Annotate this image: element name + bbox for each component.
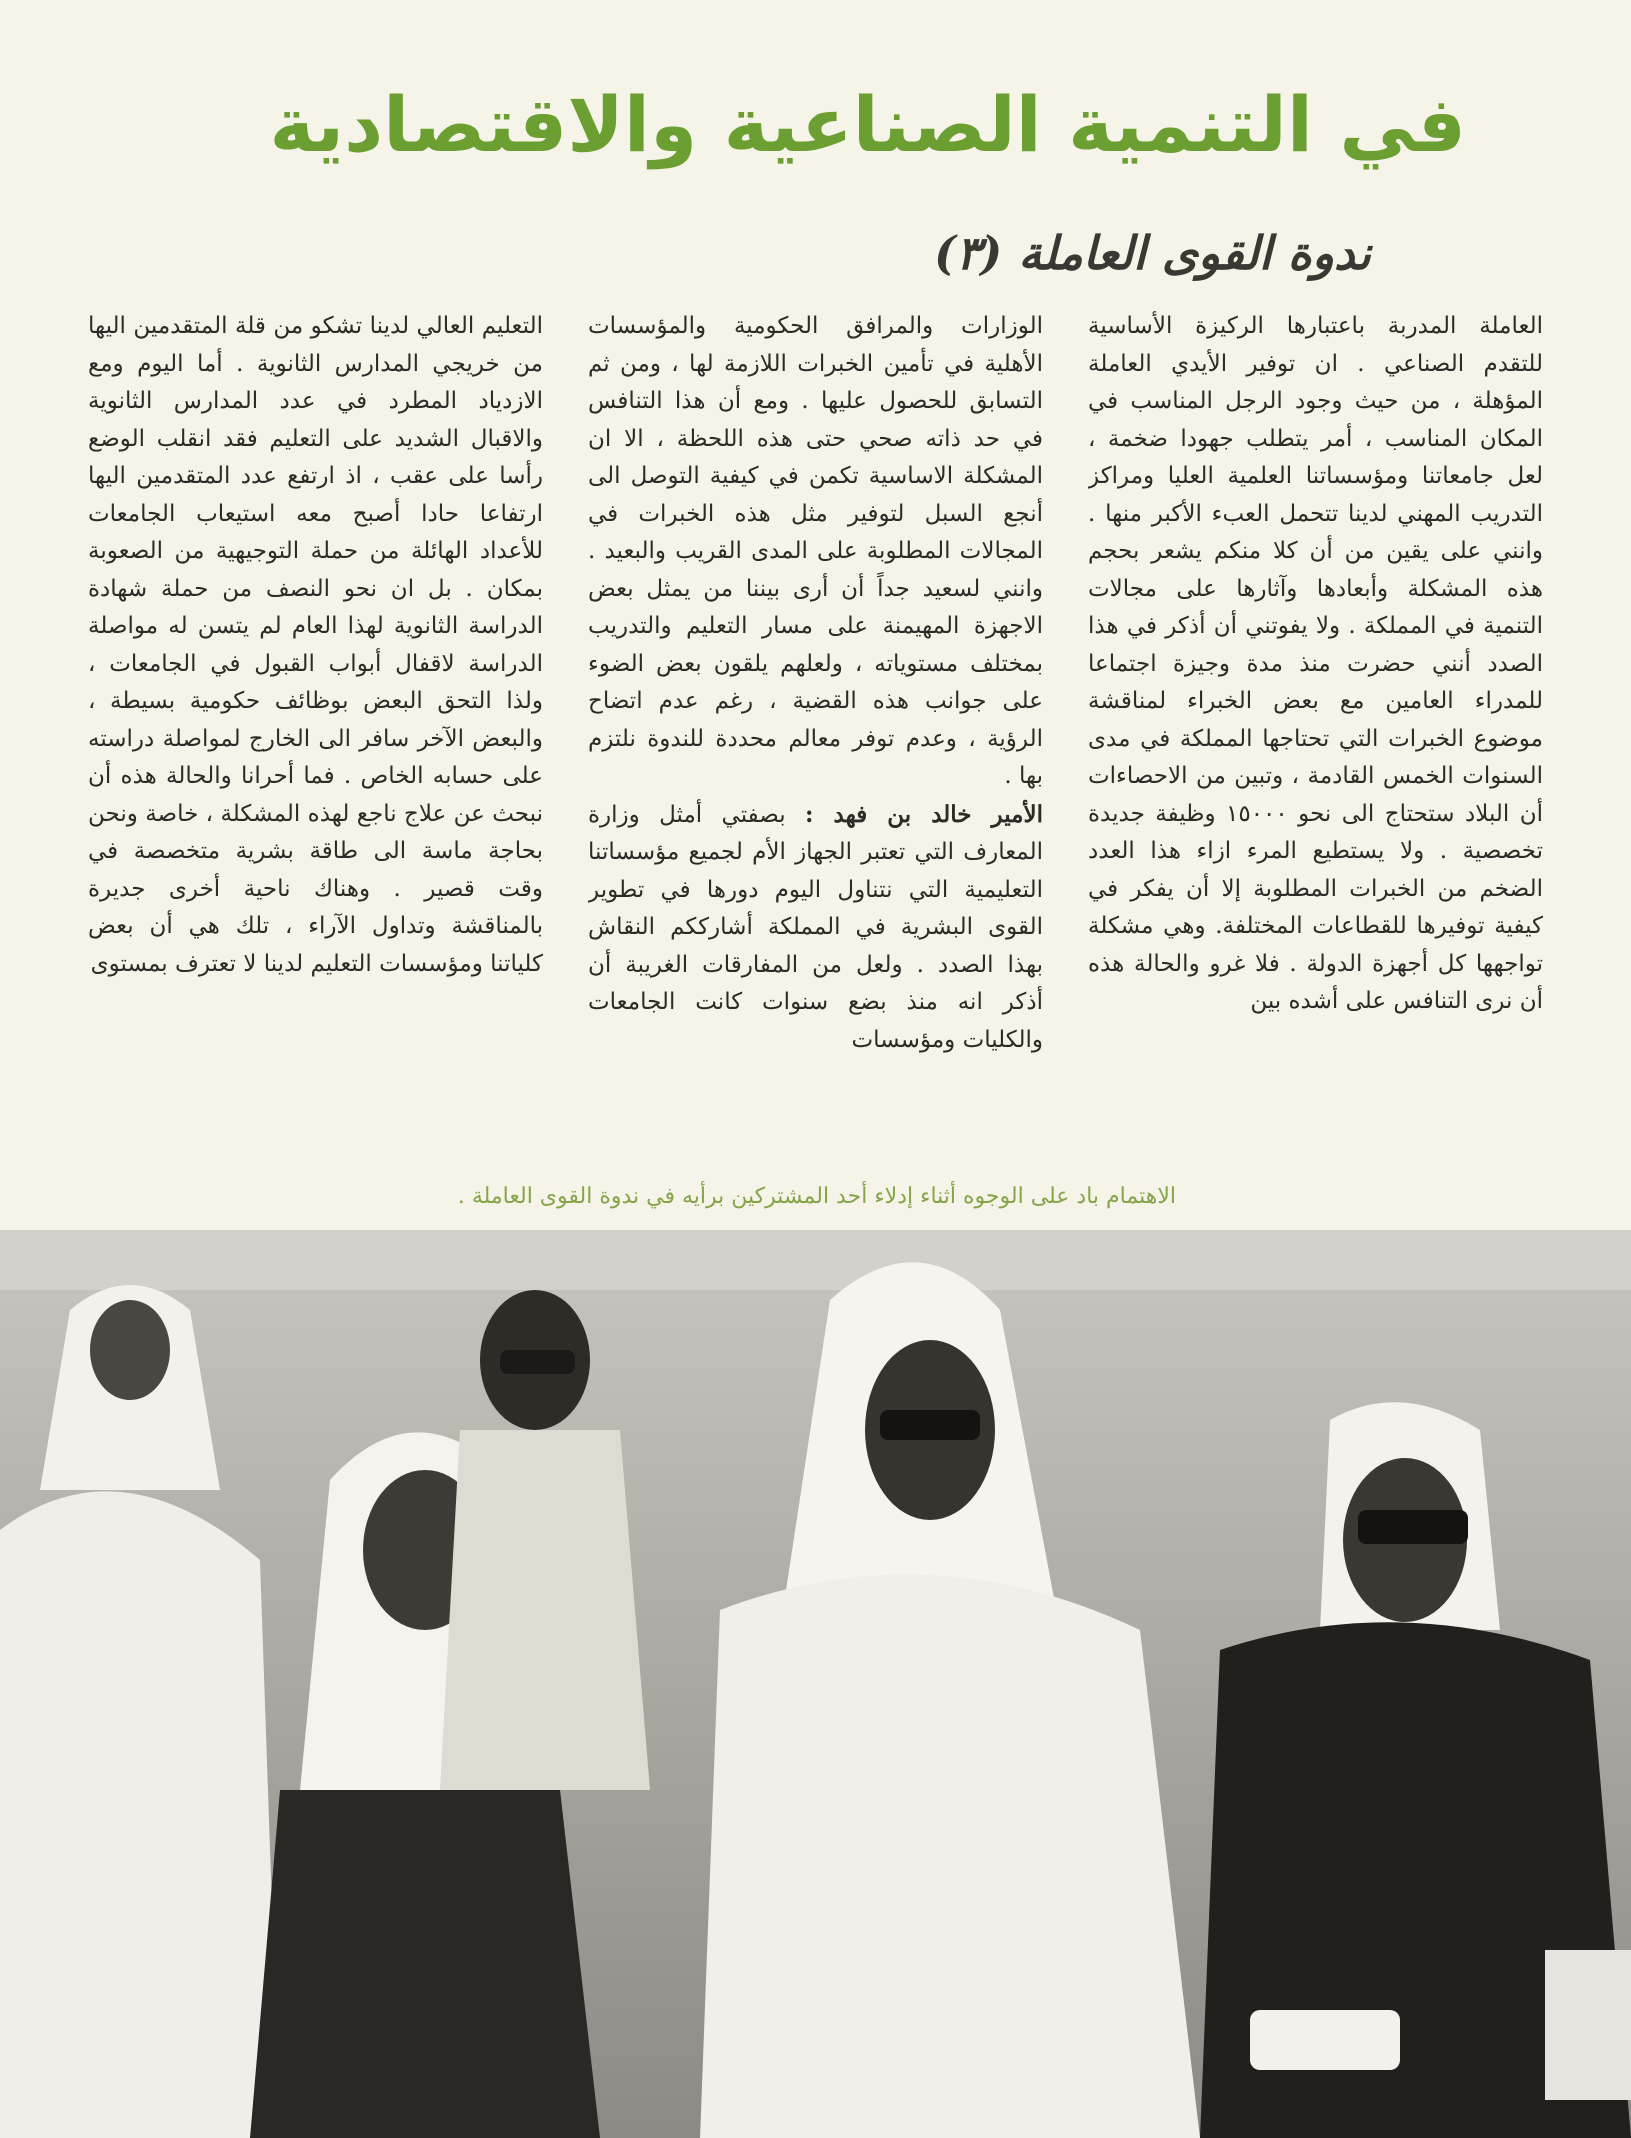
paragraph: العاملة المدربة باعتبارها الركيزة الأساسية للتقدم الصناعي . ان توفير الأيدي العاملة المؤهلة ، من حيث وجود الرجل المناسب في المكان المناسب ، أمر يتطلب جهودا ضخمة ، لعل جامعاتنا ومؤسساتنا العلمية العليا ومراكز التدريب المهني لدينا تتحمل العبء الأكبر منها . وانني على يقين من أن كلا منكم يشعر بحجم هذه المشكلة وأبعادها وآثارها على مجالات التنمية في المملكة . ولا يفوتني أن أذكر في هذا الصدد أنني حضرت منذ مدة وجيزة اجتماعا للمدراء العامين مع بعض الخبراء لمناقشة موضوع الخبرات التي تحتاجها المملكة في مدى السنوات الخمس القادمة ، وتبين من الاحصاءات أن البلاد ستحتاج الى نحو ١٥٠٠٠ وظيفة جديدة تخصصية . ولا يستطيع المرء ازاء هذا العدد الضخم من الخبرات المطلوبة إلا أن يفكر في كيفية توفيرها للقطاعات المختلفة. وهي مشكلة تواجهها كل أجهزة الدولة . فلا غرو والحالة هذه أن نرى التنافس على أشده بين: [1088, 313, 1543, 1014]
article-body: [88, 308, 1543, 1078]
meeting-photo: [0, 1230, 1631, 2138]
article-headline: في التنمية الصناعية والاقتصادية: [269, 80, 1466, 169]
meeting-photo-illustration: [0, 1230, 1631, 2138]
text-column-right: [1088, 308, 1543, 1078]
article-subhead: ندوة القوى العاملة (٣): [934, 226, 1371, 280]
speaker-paragraph: [588, 796, 1043, 1060]
paragraph: الوزارات والمرافق الحكومية والمؤسسات الأهلية في تأمين الخبرات اللازمة لها ، ومن ثم التسابق للحصول عليها . ومع أن هذا التنافس في حد ذاته صحي حتى هذه اللحظة ، الا ان المشكلة الاساسية تكمن في كيفية التوصل الى أنجع السبل لتوفير مثل هذه الخبرات في المجالات المطلوبة على المدى القريب والبعيد . وانني لسعيد جداً أن أرى بيننا من يمثل بعض الاجهزة المهيمنة على مسار التعليم والتدريب بمختلف مستوياته ، ولعلهم يلقون بعض الضوء على جوانب هذه القضية ، رغم عدم اتضاح الرؤية ، وعدم توفر معالم محددة للندوة نلتزم بها .: [588, 313, 1043, 789]
speaker-statement: بصفتي أمثل وزارة المعارف التي تعتبر الجهاز الأم لجميع مؤسساتنا التعليمية التي نتناول اليوم دورها في تطوير القوى البشرية في المملكة أشارككم النقاش بهذا الصدد . ولعل من المفارقات الغريبة أن أذكر انه منذ بضع سنوات كانت الجامعات والكليات ومؤسسات: [588, 801, 1043, 1053]
paragraph: التعليم العالي لدينا تشكو من قلة المتقدمين اليها من خريجي المدارس الثانوية . أما اليوم ومع الازدياد المطرد في عدد المدارس الثانوية والاقبال الشديد على التعليم فقد انقلب الوضع رأسا على عقب ، اذ ارتفع عدد المتقدمين اليها ارتفاعا حادا أصبح معه استيعاب الجامعات للأعداد الهائلة من حملة التوجيهية من الصعوبة بمكان . بل ان نحو النصف من حملة شهادة الدراسة الثانوية لهذا العام لم يتسن له مواصلة الدراسة لاقفال أبواب القبول في الجامعات ، ولذا التحق البعض بوظائف حكومية بسيطة ، والبعض الآخر سافر الى الخارج لمواصلة دراسته على حسابه الخاص . فما أحرانا والحالة هذه أن نبحث عن علاج ناجع لهذه المشكلة ، خاصة ونحن بحاجة ماسة الى طاقة بشرية متخصصة في وقت قصير . وهناك ناحية أخرى جديرة بالمناقشة وتداول الآراء ، تلك هي أن بعض كلياتنا ومؤسسات التعليم لدينا لا تعترف بمستوى: [88, 313, 543, 977]
speaker-name: الأمير خالد بن فهد :: [804, 800, 1043, 828]
photo-caption: الاهتمام باد على الوجوه أثناء إدلاء أحد المشتركين برأيه في ندوة القوى العاملة .: [457, 1184, 1176, 1209]
text-column-middle: [588, 308, 1043, 1078]
text-column-left: [88, 308, 543, 1078]
